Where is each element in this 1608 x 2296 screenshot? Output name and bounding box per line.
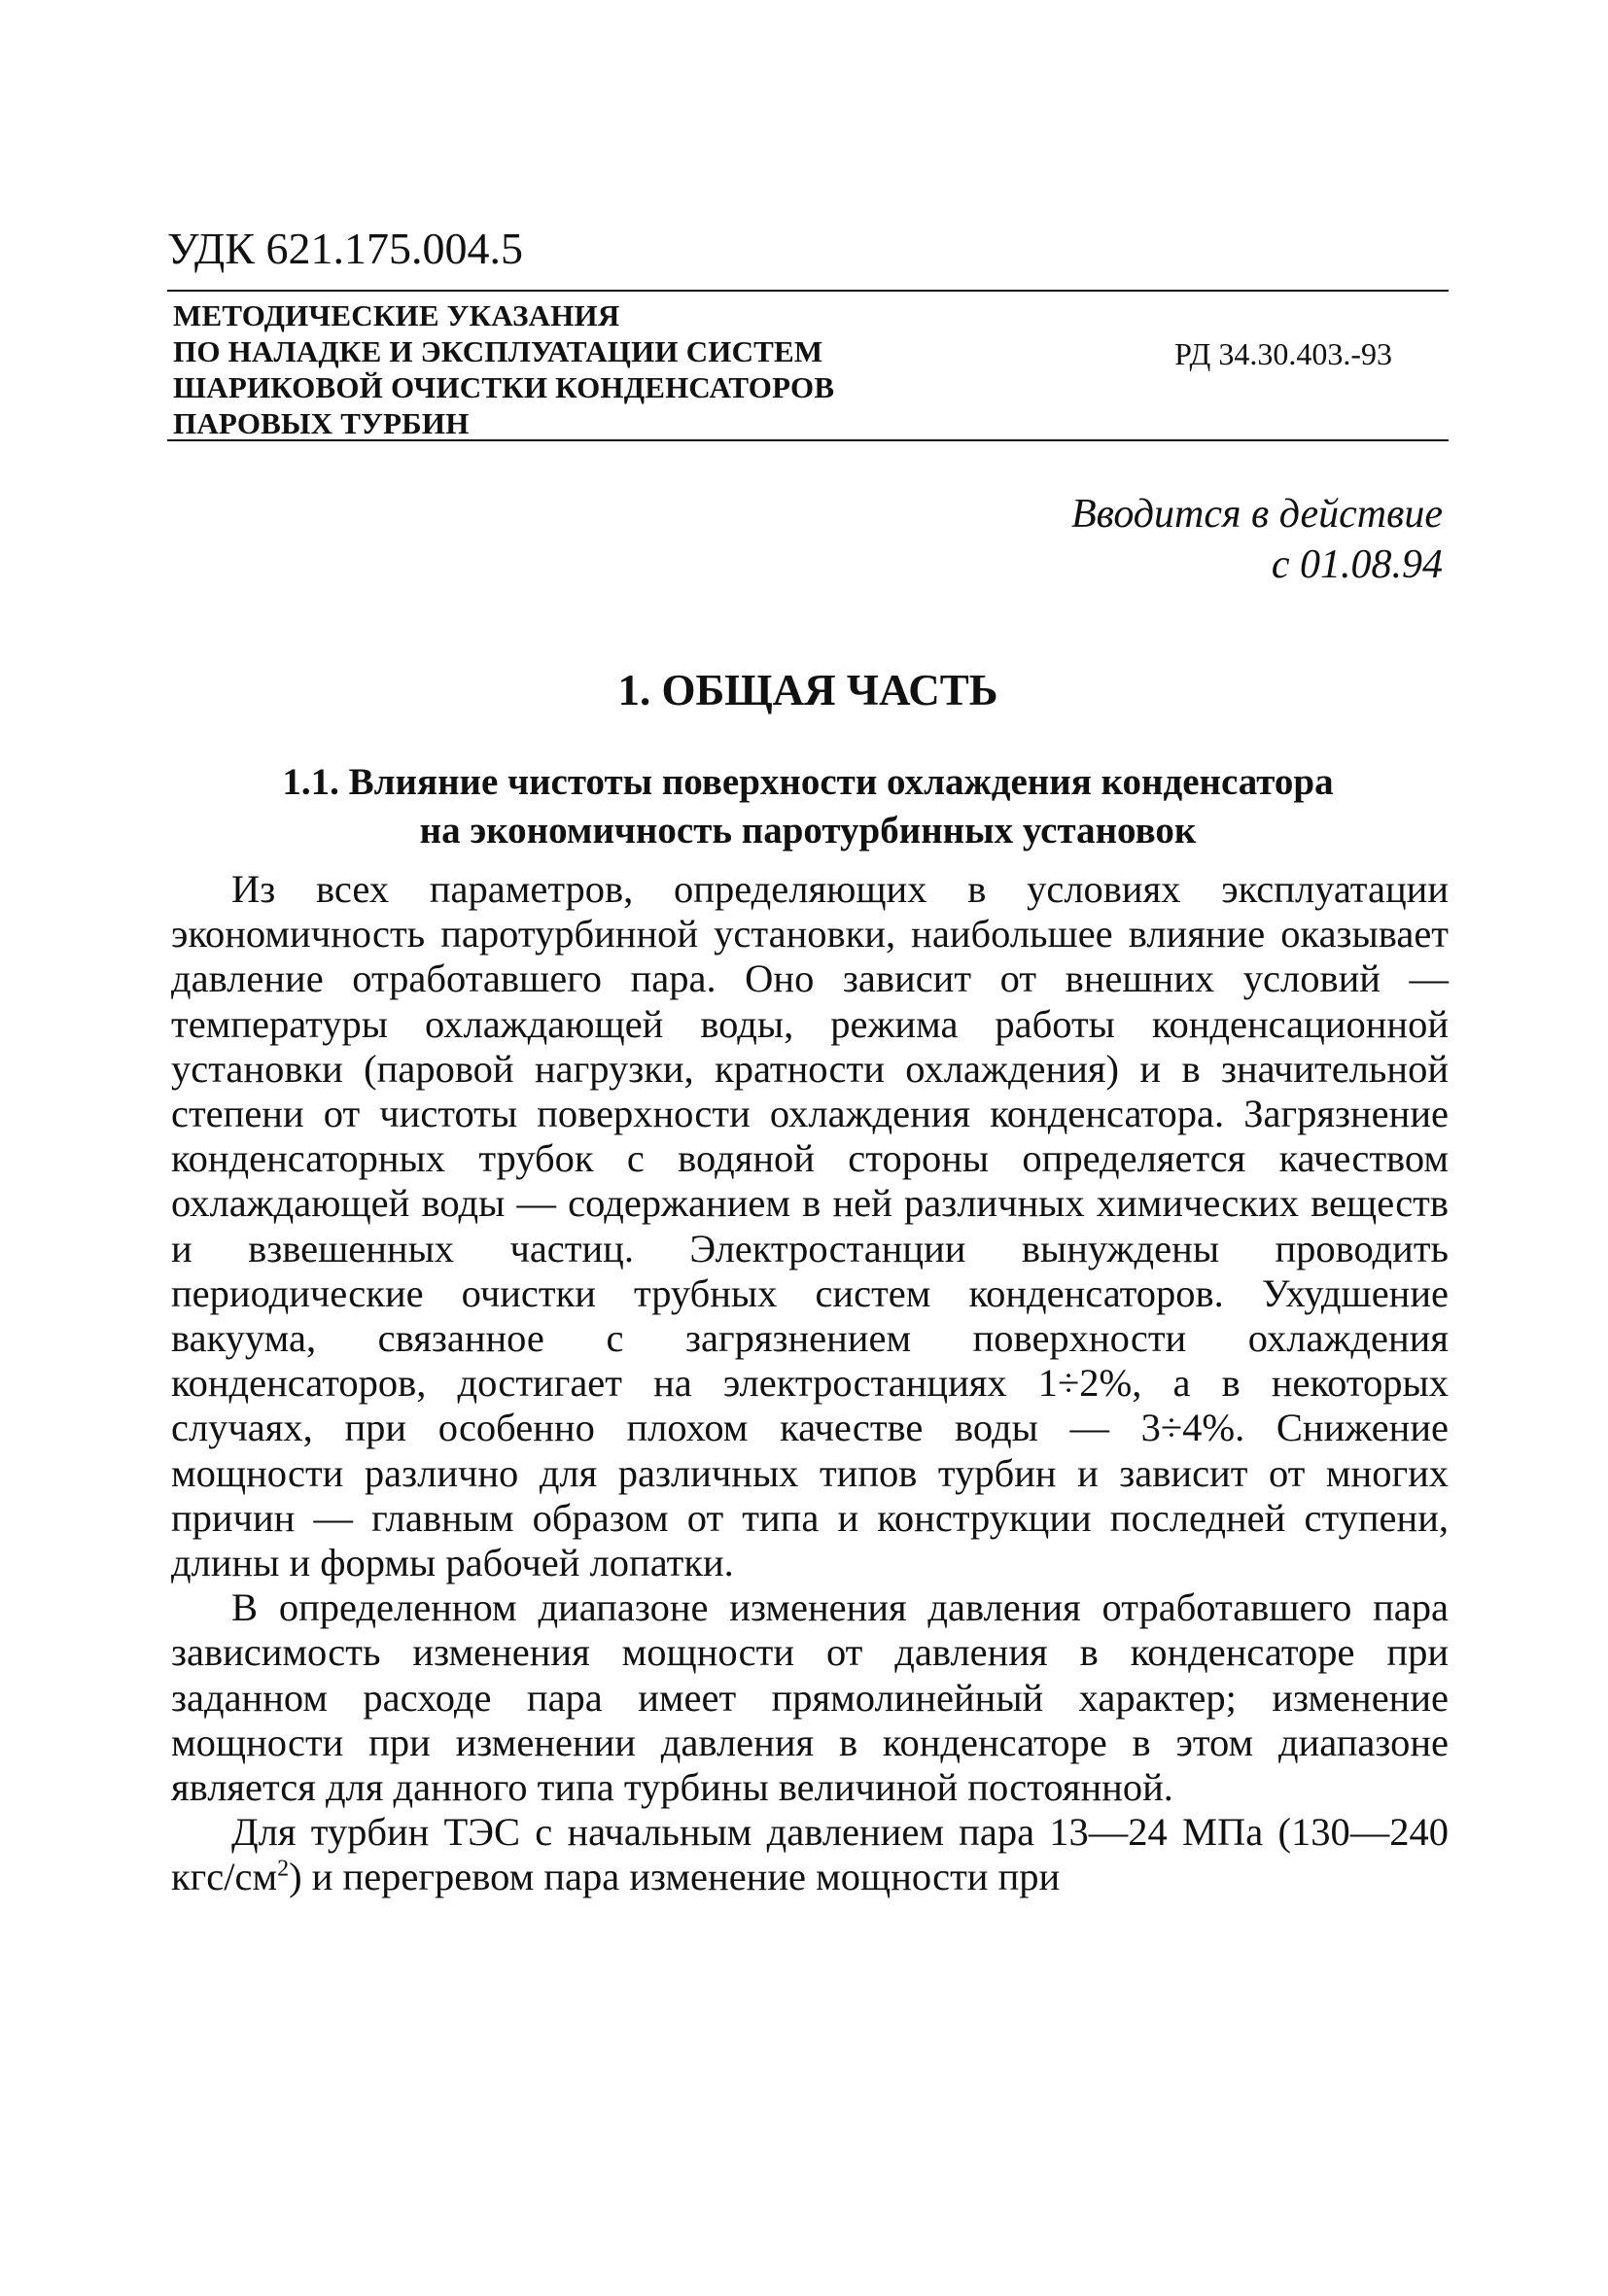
header-bottom-rule xyxy=(167,439,1449,441)
paragraph-text: ) и перегревом пара изменение мощности при xyxy=(289,1855,1061,1899)
body-text xyxy=(171,867,1449,1900)
paragraph: В определенном диапазоне изменения давления отработавшего пара зависимость изменения мощности от давления в конденсаторе при заданном расходе пара имеет прямолинейный характер; изменение мощности при изменении давления в конденсаторе в этом диапазоне является для данного типа турбины величиной постоянной. xyxy=(171,1585,1449,1810)
header-top-rule xyxy=(167,290,1449,292)
subsection-title xyxy=(167,758,1449,855)
section-title: 1. ОБЩАЯ ЧАСТЬ xyxy=(617,666,998,714)
paragraph xyxy=(171,1810,1449,1899)
document-title-line: ПО НАЛАДКЕ И ЭКСПЛУАТАЦИИ СИСТЕМ xyxy=(173,334,823,368)
subsection-title-line: на экономичность паротурбинных установок xyxy=(419,810,1197,852)
effective-label: Вводится в действие xyxy=(1071,492,1443,537)
document-title-line: ШАРИКОВОЙ ОЧИСТКИ КОНДЕНСАТОРОВ xyxy=(173,370,835,404)
document-title-line: МЕТОДИЧЕСКИЕ УКАЗАНИЯ xyxy=(173,298,620,332)
document-code: РД 34.30.403.-93 xyxy=(1174,336,1392,371)
document-title-line: ПАРОВЫХ ТУРБИН xyxy=(173,406,470,440)
paragraph: Из всех параметров, определяющих в условиях эксплуатации экономичность паротурбинной установки, наибольшее влияние оказывает давление отработавшего пара. Оно зависит от внешних условий — температуры охлаждающей воды, режима работы конденсационной установки (паровой нагрузки, кратности охлаждения) и в значительной степени от чистоты поверхности охлаждения конденсатора. Загрязнение конденсаторных трубок с водяной стороны определяется качеством охлаждающей воды — содержанием в ней различных химических веществ и взвешенных частиц. Электростанции вынуждены проводить периодические очистки трубных систем конденсаторов. Ухудшение вакуума, связанное с загрязнением поверхности охлаждения конденсаторов, достигает на электростанциях 1÷2%, а в некоторых случаях, при особенно плохом качестве воды — 3÷4%. Снижение мощности различно для различных типов турбин и зависит от многих причин — главным образом от типа и конструкции последней ступени, длины и формы рабочей лопатки. xyxy=(171,867,1449,1585)
effective-date-block xyxy=(859,489,1443,590)
udk-code: УДК 621.175.004.5 xyxy=(167,224,523,273)
document-title xyxy=(173,297,834,441)
paragraph-text: Для турбин ТЭС с начальным давлением пара 13—24 МПа (130—240 кгс/см xyxy=(171,1810,1449,1899)
effective-date: с 01.08.94 xyxy=(1271,542,1443,587)
subsection-title-line: 1.1. Влияние чистоты поверхности охлаждения конденсатора xyxy=(282,761,1334,803)
superscript: 2 xyxy=(277,1856,290,1882)
